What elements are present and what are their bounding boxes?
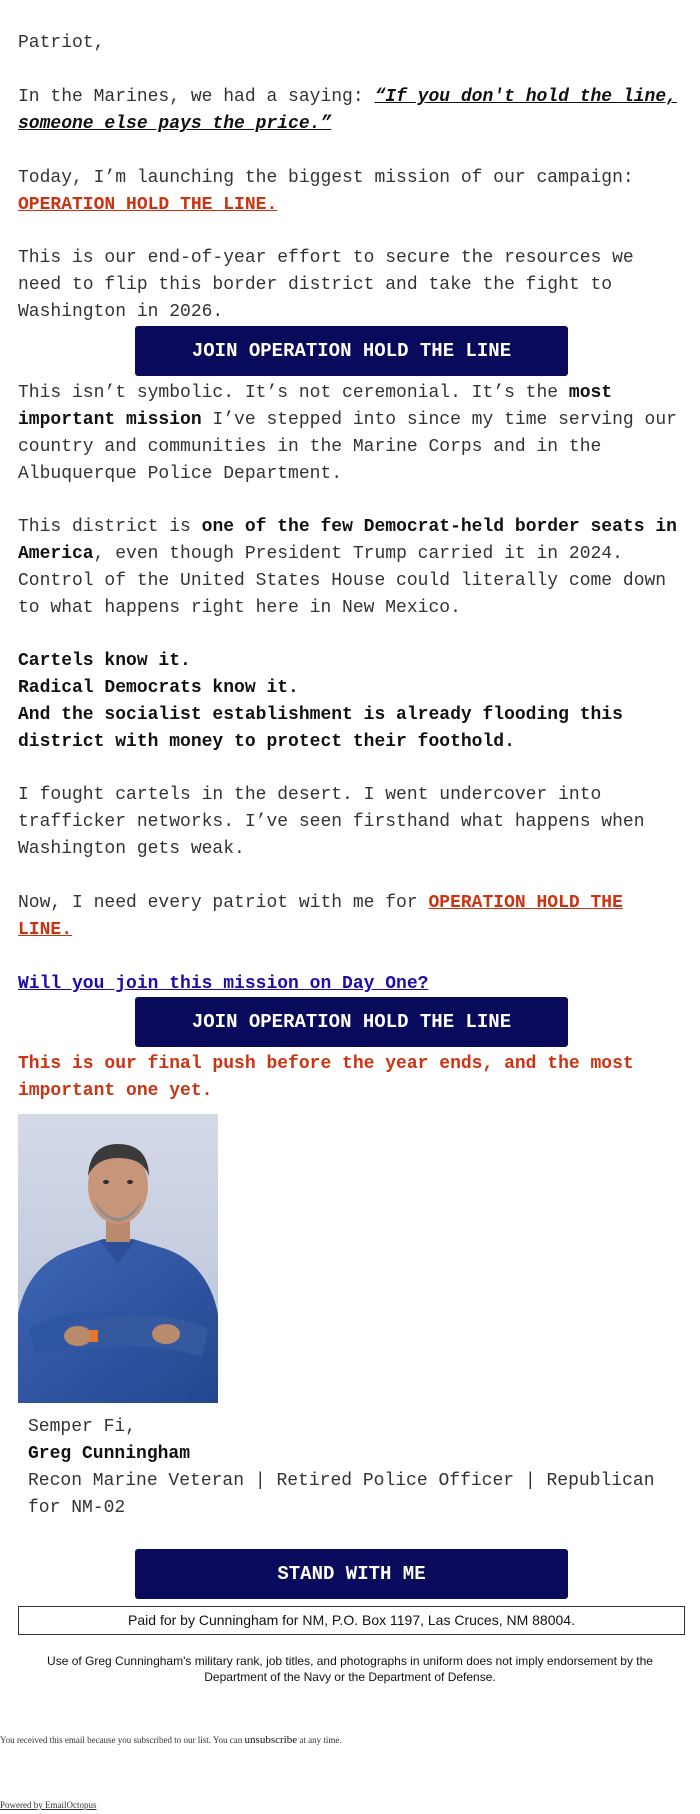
paragraph-text: , even though President Trump carried it in 2024. Control of the United States House could literally come down to what happens right here in New Mexico. [18, 544, 667, 618]
paragraph-launch [18, 165, 683, 219]
paragraph-experience: I fought cartels in the desert. I went undercover into trafficker networks. I’ve seen firsthand what happens when Washington gets weak. [18, 785, 645, 859]
join-operation-button-2[interactable]: JOIN OPERATION HOLD THE LINE [135, 997, 568, 1047]
greeting: Patriot, [18, 33, 105, 53]
paragraph-call [18, 890, 683, 944]
paragraph-join-question [18, 971, 683, 998]
paragraph-effort: This is our end-of-year effort to secure the resources we need to flip this border district and take the fight to Washington in 2026. [18, 248, 634, 322]
unsubscribe-link[interactable]: unsubscribe [244, 1734, 298, 1746]
paragraph-threats [18, 648, 683, 756]
signature-name: Greg Cunningham [28, 1444, 191, 1464]
emphasis-text: most important mission [18, 383, 613, 430]
candidate-portrait-illustration [18, 1114, 218, 1403]
threat-line: And the socialist establishment is already flooding this district with money to protect their foothold. [18, 705, 623, 752]
paragraph-text: I’ve stepped into since my time serving our country and communities in the Marine Corps and in the Albuquerque Police Department. [18, 410, 677, 484]
footer-text: at any time. [297, 1735, 342, 1745]
paragraph-text: This isn’t symbolic. It’s not ceremonial. It’s the [18, 383, 569, 403]
powered-by-link[interactable]: Powered by EmailOctopus [0, 1800, 97, 1810]
paid-for-box: Paid for by Cunningham for NM, P.O. Box 1197, Las Cruces, NM 88004. [18, 1606, 685, 1635]
threat-line: Radical Democrats know it. [18, 678, 299, 698]
paragraph-mission [18, 380, 683, 488]
paragraph-district [18, 514, 683, 622]
threat-line: Cartels know it. [18, 651, 191, 671]
marine-quote: “If you don't hold the line, someone else pays the price.” [18, 87, 677, 134]
paragraph-text: Now, I need every patriot with me for [18, 893, 429, 913]
candidate-photo [18, 1114, 218, 1403]
operation-link-2[interactable]: OPERATION HOLD THE LINE. [18, 893, 623, 940]
final-push-text: This is our final push before the year ends, and the most important one yet. [18, 1054, 634, 1101]
paragraph-marines-saying [18, 84, 683, 138]
paragraph-text: This district is [18, 517, 202, 537]
stand-with-me-button[interactable]: STAND WITH ME [135, 1549, 568, 1599]
join-operation-button-1[interactable]: JOIN OPERATION HOLD THE LINE [135, 326, 568, 376]
footer-text: You received this email because you subscribed to our list. You can [0, 1735, 245, 1745]
operation-link-1[interactable]: OPERATION HOLD THE LINE. [18, 195, 278, 215]
paragraph-text: Today, I’m launching the biggest mission of our campaign: [18, 168, 634, 188]
emphasis-text: one of the few Democrat-held border seats in America [18, 517, 677, 564]
signature-closing: Semper Fi, [28, 1417, 137, 1437]
subscription-notice [0, 1734, 342, 1746]
signature-title: Recon Marine Veteran | Retired Police Officer | Republican for NM-02 [28, 1471, 655, 1518]
paragraph-text: In the Marines, we had a saying: [18, 87, 375, 107]
join-mission-link[interactable]: Will you join this mission on Day One? [18, 974, 429, 994]
endorsement-disclaimer: Use of Greg Cunningham's military rank, job titles, and photographs in uniform does not imply endorsement by the Department of the Navy or the Department of Defense. [47, 1654, 653, 1684]
